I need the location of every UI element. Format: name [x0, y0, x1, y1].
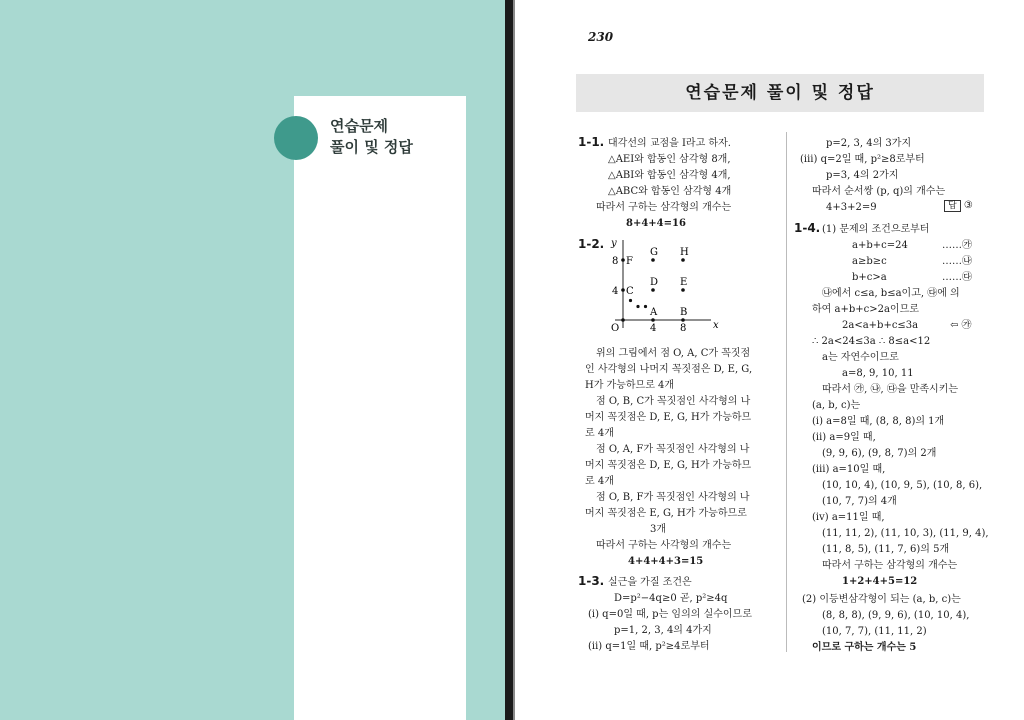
solution-text-line: (2) 이등변삼각형이 되는 (a, b, c)는: [802, 594, 961, 605]
solution-text-line: (ⅰ) q=0일 때, p는 임의의 실수이므로: [588, 609, 752, 620]
page-title: 연습문제 풀이 및 정답: [685, 83, 875, 103]
solution-text-line: 머지 꼭짓점은 E, G, H가 가능하므로: [585, 508, 747, 519]
point-A: [651, 318, 655, 322]
page-number: 230: [588, 30, 614, 44]
solution-text-line: (8, 8, 8), (9, 9, 6), (10, 10, 4),: [822, 610, 970, 621]
chapter-marker-circle: [274, 116, 318, 160]
solution-text-line: (ⅳ) a=11일 때,: [812, 512, 885, 523]
solution-text-line: (9, 9, 6), (9, 8, 7)의 2개: [822, 448, 937, 459]
solution-text-line: (ⅲ) q=2일 때, p²≥8로부터: [800, 154, 925, 165]
x-axis-label: x: [713, 320, 719, 331]
solution-text-line: D=p²−4q≥0 곧, p²≥4q: [614, 593, 728, 604]
solution-text-line: H가 가능하므로 4개: [585, 380, 675, 391]
solution-text-line: 로 4개: [585, 476, 614, 487]
point-D: [651, 288, 655, 292]
column-divider: [786, 132, 787, 652]
solution-text-line: 따라서 구하는 삼각형의 개수는: [596, 202, 732, 213]
solution-text-line: 1-4.: [794, 221, 821, 235]
solution-text-line: 따라서 구하는 삼각형의 개수는: [822, 560, 958, 571]
solution-text-line: p=1, 2, 3, 4의 4가지: [614, 625, 712, 636]
solution-text-line: 따라서 구하는 사각형의 개수는: [596, 540, 732, 551]
solution-text-line: (ⅱ) a=9일 때,: [812, 432, 876, 443]
solution-text-line: (11, 11, 2), (11, 10, 3), (11, 9, 4),: [822, 528, 989, 539]
solution-text-line: 3개: [650, 524, 667, 535]
point-label: O: [611, 323, 620, 334]
point-H: [681, 258, 685, 262]
x-tick-label: 4: [650, 323, 657, 334]
solution-text-line: 2a<a+b+c≤3a: [842, 320, 919, 331]
solution-text-line: 4+4+4+3=15: [628, 556, 704, 567]
point-O: [621, 318, 625, 322]
solution-text-line: 따라서 순서쌍 (p, q)의 개수는: [812, 186, 946, 197]
solution-text-line: (ⅰ) a=8일 때, (8, 8, 8)의 1개: [812, 416, 945, 427]
solution-text-line: ……㉰: [942, 272, 972, 283]
solution-text-line: a는 자연수이므로: [822, 352, 899, 363]
page-title-band: [576, 74, 984, 112]
solution-text-line: 점 O, B, C가 꼭짓점인 사각형의 나: [596, 396, 751, 407]
solution-text-line: p=2, 3, 4의 3가지: [826, 138, 912, 149]
point-dot: [629, 299, 632, 302]
solution-text-line: (10, 7, 7)의 4개: [822, 496, 897, 507]
solution-text-line: 8+4+4=16: [626, 218, 686, 229]
point-B: [681, 318, 685, 322]
solution-text-line: (11, 8, 5), (11, 7, 6)의 5개: [822, 544, 950, 555]
x-tick-label: 8: [680, 323, 687, 334]
solution-text-line: ……㉯: [942, 256, 972, 267]
solution-text-line: 1-1.: [578, 135, 605, 149]
solution-text-line: ……㉮: [942, 240, 972, 251]
solution-text-line: a+b+c=24: [852, 240, 908, 251]
chapter-title-line1: 연습문제: [330, 117, 388, 135]
point-G: [651, 258, 655, 262]
point-label: C: [626, 286, 634, 297]
solution-text-line: ∴ 2a<24≤3a ∴ 8≤a<12: [812, 336, 931, 347]
point-dot: [636, 305, 639, 308]
point-label: F: [626, 256, 633, 267]
solution-text-line: 인 사각형의 나머지 꼭짓점은 D, E, G,: [585, 364, 753, 375]
solution-text-line: ⇦ ㉮: [950, 320, 972, 331]
solution-text-line: a≥b≥c: [852, 256, 887, 267]
chapter-sheet: [294, 96, 466, 720]
solution-text-line: 머지 꼭짓점은 D, E, G, H가 가능하므: [585, 460, 752, 471]
solution-text-line: (a, b, c)는: [812, 400, 861, 411]
solution-text-line: p=3, 4의 2가지: [826, 170, 899, 181]
answer-mark: [944, 200, 973, 212]
y-tick-label: 8: [612, 256, 619, 267]
solution-text-line: (10, 10, 4), (10, 9, 5), (10, 8, 6),: [822, 480, 983, 491]
solution-text-line: 하여 a+b+c>2a이므로: [812, 304, 919, 315]
point-label: G: [650, 247, 658, 258]
point-F: [621, 258, 625, 262]
book-gutter: [505, 0, 513, 720]
solution-text-line: 점 O, A, F가 꼭짓점인 사각형의 나: [596, 444, 750, 455]
solution-text-line: 이므로 구하는 개수는 5: [812, 642, 917, 653]
solution-text-line: 로 4개: [585, 428, 614, 439]
point-label: H: [680, 247, 689, 258]
solution-text-line: 1-3.: [578, 574, 605, 588]
answer-box: 답: [944, 200, 961, 212]
solution-text-line: 1-2.: [578, 237, 605, 251]
point-label: D: [650, 277, 659, 288]
solution-text-line: 머지 꼭짓점은 D, E, G, H가 가능하므: [585, 412, 752, 423]
point-dot: [644, 305, 647, 308]
point-E: [681, 288, 685, 292]
y-axis-label: y: [611, 238, 617, 249]
gutter-edge: [513, 0, 515, 720]
point-label: E: [680, 277, 688, 288]
solution-text-line: ㉯에서 c≤a, b≤a이고, ㉰에 의: [822, 288, 960, 299]
solution-text-line: 대각선의 교점을 I라고 하자.: [608, 138, 731, 149]
point-label: A: [650, 307, 658, 318]
solution-text-line: 점 O, B, F가 꼭짓점인 사각형의 나: [596, 492, 750, 503]
solution-text-line: △ABI와 합동인 삼각형 4개,: [608, 170, 731, 181]
answer-choice: ③: [963, 200, 973, 211]
chapter-title-line2: 풀이 및 정답: [330, 138, 413, 156]
solution-text-line: 위의 그림에서 점 O, A, C가 꼭짓점: [596, 348, 751, 359]
solution-text-line: (10, 7, 7), (11, 11, 2): [822, 626, 927, 637]
solution-text-line: (ⅲ) a=10일 때,: [812, 464, 886, 475]
solution-text-line: △AEI와 합동인 삼각형 8개,: [608, 154, 731, 165]
point-label: B: [680, 307, 688, 318]
solution-text-line: 실근을 가질 조건은: [608, 577, 692, 588]
solution-text-line: a=8, 9, 10, 11: [842, 368, 914, 379]
chapter-title: [330, 116, 413, 158]
solution-text-line: △ABC와 합동인 삼각형 4개: [608, 186, 732, 197]
point-C: [621, 288, 625, 292]
solution-text-line: 4+3+2=9: [826, 202, 877, 213]
solution-text-line: (ⅱ) q=1일 때, p²≥4로부터: [588, 641, 710, 652]
solution-text-line: 1+2+4+5=12: [842, 576, 918, 587]
solution-text-line: (1) 문제의 조건으로부터: [822, 224, 930, 235]
solution-text-line: 따라서 ㉮, ㉯, ㉰을 만족시키는: [822, 384, 959, 395]
y-tick-label: 4: [612, 286, 619, 297]
coordinate-figure: [605, 236, 719, 336]
solution-text-line: b+c>a: [852, 272, 887, 283]
